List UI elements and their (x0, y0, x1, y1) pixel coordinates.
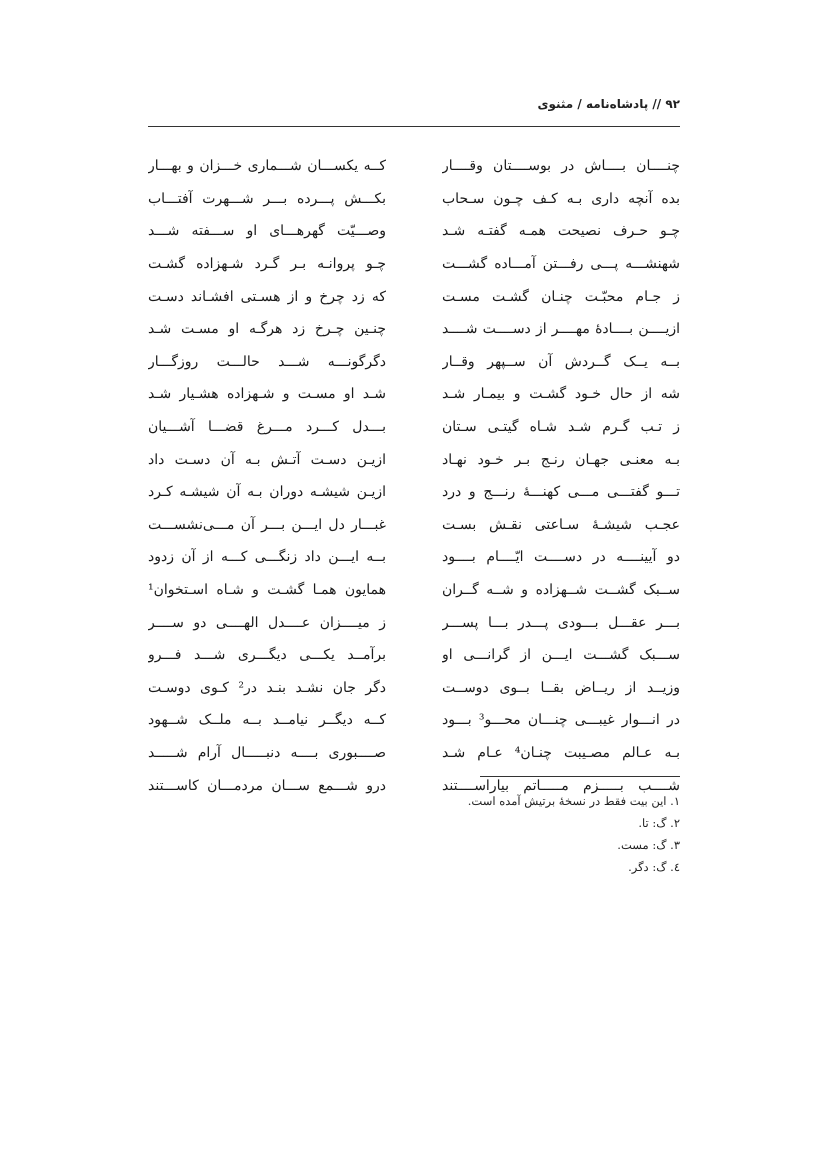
verse-left-hemistich: برآمــد یکـــی دیگـــری شـــد فـــرو (148, 647, 386, 664)
verse-left-hemistich: دگر جان نشـد بنـد در² کـوی دوسـت (148, 679, 386, 696)
verse-left-hemistich: بـــدل کـــرد مـــرغ قضـــا آشـــیان (148, 419, 386, 436)
verse-right-hemistich: در انـــوار غیبـــی چنـــان محـــو³ بـــود (442, 712, 680, 729)
verse-row (148, 672, 680, 705)
verse-left-hemistich: کــه دیگــر نیامــد بــه ملــک شــهود (148, 712, 386, 729)
footnote: ۳. گ: مست. (617, 838, 680, 852)
verse-row (148, 248, 680, 281)
verse-right-hemistich: ازیــــن بــــادهٔ مهــــر از دســــت شــــد (442, 321, 680, 338)
verse-row (148, 411, 680, 444)
verse-row (148, 476, 680, 509)
verse-row (148, 280, 680, 313)
verse-left-hemistich: ازیـن دسـت آتـش بـه آن دسـت داد (148, 451, 386, 468)
verse-row (148, 541, 680, 574)
verse-right-hemistich: تـــو گفتـــی مـــی کهنـــهٔ رنـــج و درد (442, 484, 680, 501)
verse-row (148, 639, 680, 672)
verse-right-hemistich: ز تـب گـرم شـد شـاه گیتـی سـتان (442, 419, 680, 436)
verse-left-hemistich: کــه یکســـان شـــماری خـــزان و بهـــار (148, 158, 386, 175)
verse-right-hemistich: شــــب بـــــزم مـــــاتم بیاراســــتند (442, 777, 680, 794)
verse-row (148, 704, 680, 737)
verse-right-hemistich: چنــــان بــــاش در بوســــتان وقــــار (442, 158, 680, 175)
verse-row (148, 346, 680, 379)
verse-right-hemistich: دو آیینــــه در دســــت ایّــــام بــــود (442, 549, 680, 566)
verse-row (148, 443, 680, 476)
running-header: ۹۲ // پادشاه‌نامه / مثنوی (537, 97, 680, 111)
verse-left-hemistich: ز میــــزان عــــدل الهــــی دو ســــر (148, 614, 386, 631)
footnote-divider (480, 776, 680, 777)
verse-right-hemistich: ســبک گشــت شــهزاده و شــه گــران (442, 582, 680, 599)
footnote: ۲. گ: تا. (638, 816, 680, 830)
verse-right-hemistich: شهنشـــه پـــی رفـــتن آمـــاده گشـــت (442, 256, 680, 273)
verse-left-hemistich: وصـــیّت گهرهـــای او ســـفته شـــد (148, 223, 386, 240)
verse-left-hemistich: درو شـــمع ســـان مردمـــان کاســـتند (148, 777, 386, 794)
verse-right-hemistich: بــه یــک گــردش آن ســپهر وقــار (442, 353, 680, 370)
verse-left-hemistich: ازیـن شیشـه دوران بـه آن شیشـه کـرد (148, 484, 386, 501)
header-divider (148, 126, 680, 127)
verse-right-hemistich: بـه عـالم مصـیبت چنـان⁴ عـام شـد (442, 744, 680, 761)
verse-right-hemistich: بـه معنـی جهـان رنـج بـر خـود نهـاد (442, 451, 680, 468)
verse-row (148, 737, 680, 770)
verse-row (148, 378, 680, 411)
verse-left-hemistich: که زد چرخ و از هسـتی افشـاند دسـت (148, 288, 386, 305)
verse-right-hemistich: ســـبک گشـــت ایـــن از گرانـــی او (442, 647, 680, 664)
verse-left-hemistich: شـد او مسـت و شـهزاده هشـیار شـد (148, 386, 386, 403)
verse-right-hemistich: عجـب شیشـهٔ سـاعتی نقـش بسـت (442, 516, 680, 533)
verse-left-hemistich: بکـــش پـــرده بـــر شـــهرت آفتـــاب (148, 190, 386, 207)
footnotes (380, 790, 680, 878)
verse-left-hemistich: چـو پروانـه بـر گـرد شـهزاده گشـت (148, 256, 386, 273)
verse-right-hemistich: چـو حـرف نصیحت همـه گفتـه شـد (442, 223, 680, 240)
verse-row (148, 215, 680, 248)
verse-right-hemistich: وزیــد از ریــاض بقــا بــوی دوســت (442, 679, 680, 696)
verse-right-hemistich: شه از حال خـود گشـت و بیمـار شـد (442, 386, 680, 403)
verse-row (148, 606, 680, 639)
verse-left-hemistich: دگرگونـــه شـــد حالـــت روزگـــار (148, 353, 386, 370)
verse-left-hemistich: همایون همـا گشـت و شـاه اسـتخوان¹ (148, 582, 386, 599)
verse-row (148, 574, 680, 607)
verse-row (148, 313, 680, 346)
verse-right-hemistich: بده آنچه داری بـه کـف چـون سـحاب (442, 190, 680, 207)
verse-left-hemistich: چنـین چـرخ زد هرگـه او مسـت شـد (148, 321, 386, 338)
verse-left-hemistich: صــــبوری بــــه دنبـــــال آرام شـــــد (148, 744, 386, 761)
verse-left-hemistich: غبـــار دل ایـــن بـــر آن مـــی‌نشســـت (148, 516, 386, 533)
verse-row (148, 509, 680, 542)
verse-left-hemistich: بــه ایـــن داد زنگـــی کـــه از آن زدود (148, 549, 386, 566)
verse-block (148, 150, 680, 802)
footnote: ۱. این بیت فقط در نسخهٔ برتیش آمده است. (467, 794, 680, 808)
verse-right-hemistich: بـــر عقـــل بـــودی پـــدر بـــا پســـر (442, 614, 680, 631)
footnote: ٤. گ: دگر. (628, 860, 680, 874)
verse-row (148, 183, 680, 216)
verse-right-hemistich: ز جـام محبّـت چنـان گشـت مسـت (442, 288, 680, 305)
verse-row (148, 150, 680, 183)
